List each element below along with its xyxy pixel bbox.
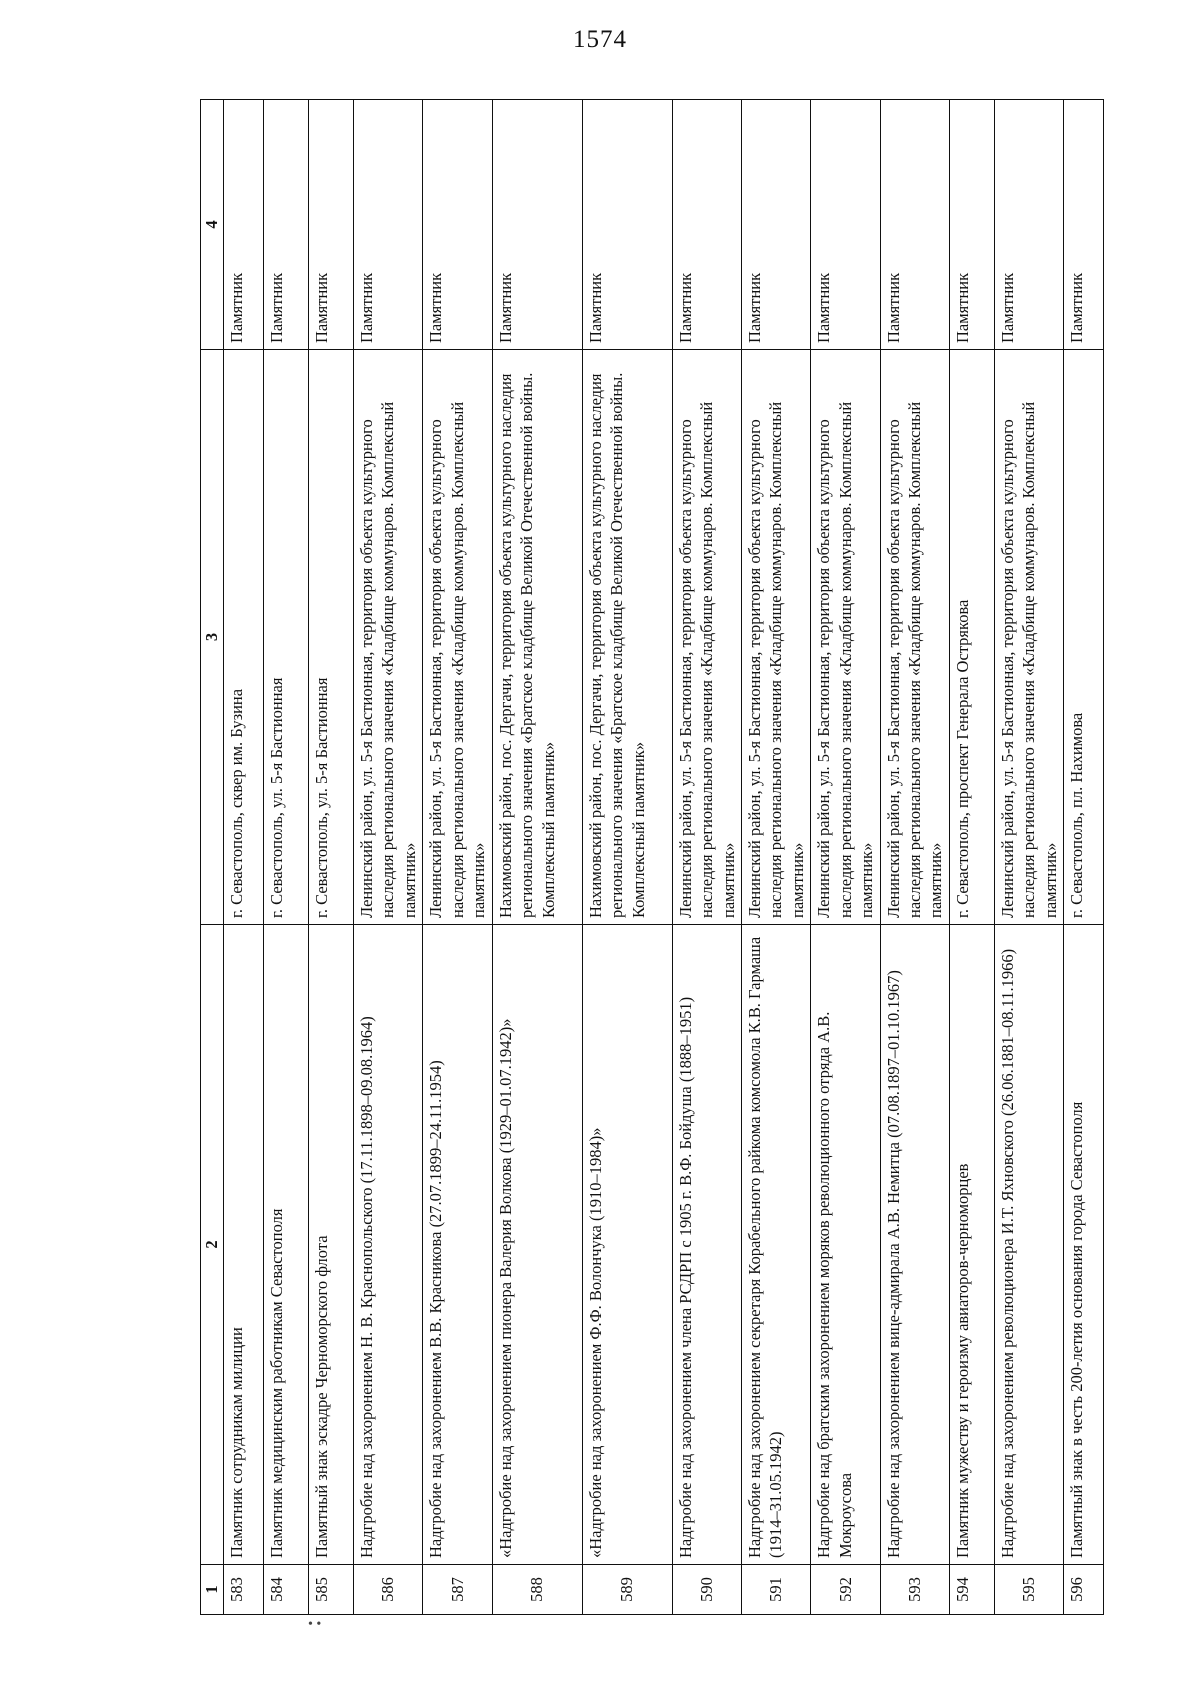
- monument-name: Надгробие над захоронением вице-адмирала А.В. Немитца (07.08.1897–01.10.1967): [880, 925, 949, 1565]
- rotated-table-frame: [200, 100, 1140, 1615]
- row-number: 594: [949, 1565, 994, 1615]
- scan-speck: • •: [308, 1617, 322, 1632]
- monument-location: г. Севастополь, пл. Нахимова: [1064, 350, 1104, 925]
- table-row: [309, 100, 354, 1615]
- monument-name: Памятный знак в честь 200-летия основания города Севастополя: [1064, 925, 1104, 1565]
- table-row: [354, 100, 423, 1615]
- table-row: [741, 100, 810, 1615]
- row-number: 586: [354, 1565, 423, 1615]
- monument-category: Памятник: [672, 100, 741, 350]
- monument-location: Ленинский район, ул. 5-я Бастионная, территория объекта культурного наследия регионального значения «Кладбище коммунаров. Комплексный памятник»: [811, 350, 880, 925]
- table-row: [880, 100, 949, 1615]
- monument-location: Ленинский район, ул. 5-я Бастионная, территория объекта культурного наследия регионального значения «Кладбище коммунаров. Комплексный памятник»: [672, 350, 741, 925]
- row-number: 584: [264, 1565, 309, 1615]
- monument-category: Памятник: [492, 100, 582, 350]
- monument-category: Памятник: [994, 100, 1063, 350]
- monument-category: Памятник: [224, 100, 264, 350]
- table-row: [264, 100, 309, 1615]
- monument-category: Памятник: [949, 100, 994, 350]
- column-header-category: 4: [201, 100, 224, 350]
- column-header-name: 2: [201, 925, 224, 1565]
- row-number: 596: [1064, 1565, 1104, 1615]
- monument-category: Памятник: [309, 100, 354, 350]
- table-row: [1064, 100, 1104, 1615]
- table-row: [949, 100, 994, 1615]
- table-row: [582, 100, 672, 1615]
- column-header-number: 1: [201, 1565, 224, 1615]
- row-number: 583: [224, 1565, 264, 1615]
- monument-name: Памятный знак эскадре Черноморского флота: [309, 925, 354, 1565]
- monument-category: Памятник: [811, 100, 880, 350]
- monument-location: Ленинский район, ул. 5-я Бастионная, территория объекта культурного наследия регионального значения «Кладбище коммунаров. Комплексный памятник»: [423, 350, 492, 925]
- monument-location: г. Севастополь, ул. 5-я Бастионная: [264, 350, 309, 925]
- monument-name: «Надгробие над захоронением пионера Валерия Волкова (1929–01.07.1942)»: [492, 925, 582, 1565]
- monument-name: Надгробие над захоронением В.В. Красникова (27.07.1899–24.11.1954): [423, 925, 492, 1565]
- monument-location: г. Севастополь, проспект Генерала Острякова: [949, 350, 994, 925]
- monument-name: Памятник медицинским работникам Севастополя: [264, 925, 309, 1565]
- row-number: 591: [741, 1565, 810, 1615]
- monument-name: Надгробие над захоронением члена РСДРП с 1905 г. В.Ф. Бойдуша (1888–1951): [672, 925, 741, 1565]
- table-header-row: [201, 100, 224, 1615]
- table-row: [994, 100, 1063, 1615]
- row-number: 590: [672, 1565, 741, 1615]
- table-row: [492, 100, 582, 1615]
- monument-category: Памятник: [1064, 100, 1104, 350]
- row-number: 589: [582, 1565, 672, 1615]
- monument-category: Памятник: [264, 100, 309, 350]
- monument-location: г. Севастополь, сквер им. Бузина: [224, 350, 264, 925]
- monument-name: «Надгробие над захоронением Ф.Ф. Волончука (1910–1984)»: [582, 925, 672, 1565]
- table-row: [811, 100, 880, 1615]
- monument-category: Памятник: [423, 100, 492, 350]
- monument-category: Памятник: [582, 100, 672, 350]
- monument-location: г. Севастополь, ул. 5-я Бастионная: [309, 350, 354, 925]
- monument-category: Памятник: [354, 100, 423, 350]
- rotated-table-content: [200, 100, 1140, 1615]
- row-number: 587: [423, 1565, 492, 1615]
- monument-location: Нахимовский район, пос. Дергачи, территория объекта культурного наследия регионального значения «Братское кладбище Великой Отечественной войны. Комплексный памятник»: [492, 350, 582, 925]
- monument-name: Памятник сотрудникам милиции: [224, 925, 264, 1565]
- monument-name: Надгробие над захоронением секретаря Корабельного райкома комсомола К.В. Гармаша (1914–31.05.1942): [741, 925, 810, 1565]
- row-number: 585: [309, 1565, 354, 1615]
- page-number: 1574: [573, 26, 627, 53]
- row-number: 592: [811, 1565, 880, 1615]
- monuments-table: [200, 99, 1104, 1615]
- table-row: [224, 100, 264, 1615]
- table-row: [672, 100, 741, 1615]
- column-header-location: 3: [201, 350, 224, 925]
- monument-location: Ленинский район, ул. 5-я Бастионная, территория объекта культурного наследия регионального значения «Кладбище коммунаров. Комплексный памятник»: [354, 350, 423, 925]
- monument-category: Памятник: [880, 100, 949, 350]
- monument-name: Памятник мужеству и героизму авиаторов-черноморцев: [949, 925, 994, 1565]
- monument-location: Ленинский район, ул. 5-я Бастионная, территория объекта культурного наследия регионального значения «Кладбище коммунаров. Комплексный памятник»: [880, 350, 949, 925]
- row-number: 588: [492, 1565, 582, 1615]
- monument-name: Надгробие над братским захоронением моряков революционного отряда А.В. Мокроусова: [811, 925, 880, 1565]
- monument-name: Надгробие над захоронением революционера И.Т. Яхновского (26.06.1881–08.11.1966): [994, 925, 1063, 1565]
- monument-name: Надгробие над захоронением Н. В. Краснопольского (17.11.1898–09.08.1964): [354, 925, 423, 1565]
- monument-location: Ленинский район, ул. 5-я Бастионная, территория объекта культурного наследия регионального значения «Кладбище коммунаров. Комплексный памятник»: [741, 350, 810, 925]
- row-number: 595: [994, 1565, 1063, 1615]
- table-row: [423, 100, 492, 1615]
- monument-category: Памятник: [741, 100, 810, 350]
- monument-location: Ленинский район, ул. 5-я Бастионная, территория объекта культурного наследия регионального значения «Кладбище коммунаров. Комплексный памятник»: [994, 350, 1063, 925]
- row-number: 593: [880, 1565, 949, 1615]
- monument-location: Нахимовский район, пос. Дергачи, территория объекта культурного наследия регионального значения «Братское кладбище Великой Отечественной войны. Комплексный памятник»: [582, 350, 672, 925]
